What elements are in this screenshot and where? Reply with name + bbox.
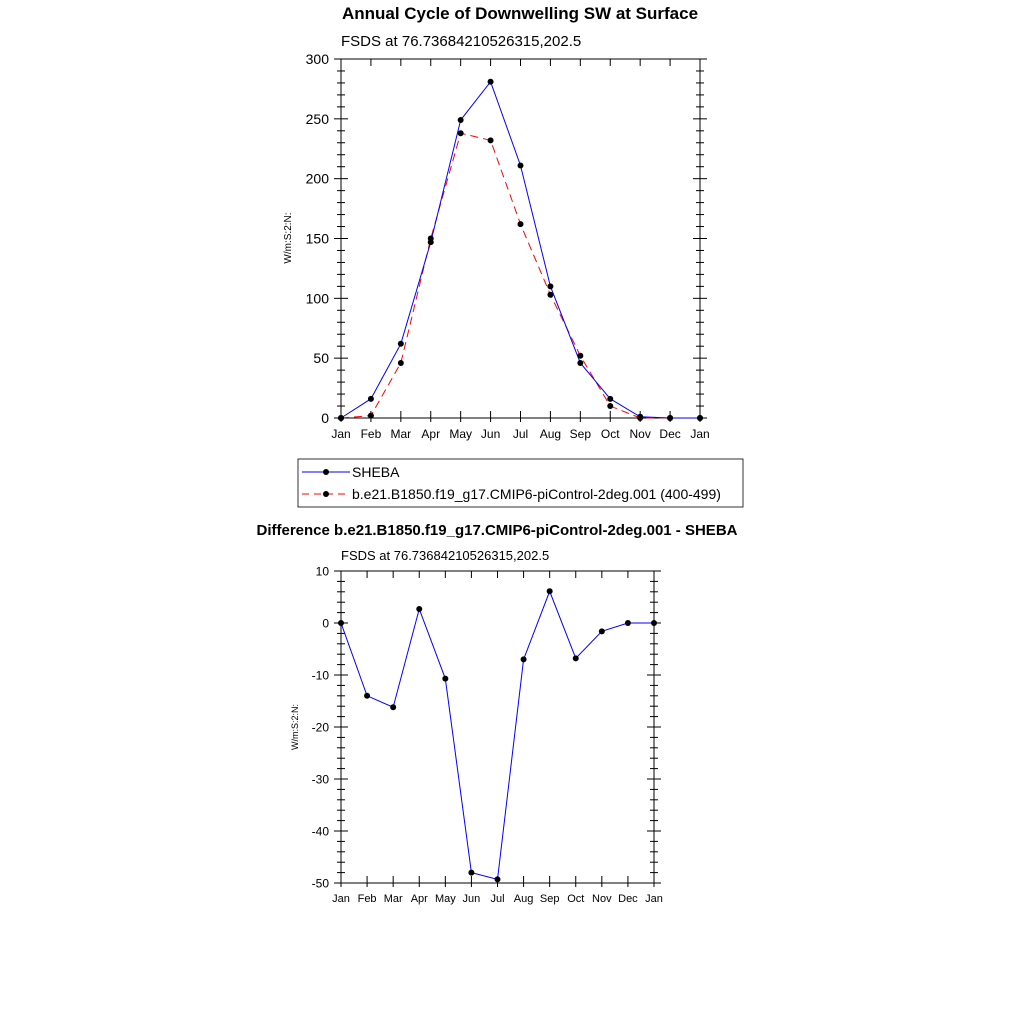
x-tick-label: Mar bbox=[390, 427, 412, 441]
series-point bbox=[368, 413, 374, 419]
chart-2-ylabel: W/m:S:2:N: bbox=[290, 703, 300, 751]
chart-1 bbox=[283, 4, 710, 441]
chart-2-subtitle: FSDS at 76.73684210526315,202.5 bbox=[341, 548, 550, 563]
x-tick-label: Mar bbox=[383, 893, 403, 905]
y-tick-label: 10 bbox=[315, 564, 329, 579]
series-point bbox=[416, 606, 422, 612]
x-tick-label: Jun bbox=[462, 893, 481, 905]
y-tick-label: -30 bbox=[311, 772, 329, 787]
x-tick-label: Feb bbox=[357, 893, 377, 905]
chart-1-ticks bbox=[334, 59, 707, 422]
x-tick-label: Jan bbox=[690, 427, 710, 441]
x-tick-label: Nov bbox=[629, 427, 651, 441]
x-tick-label: Dec bbox=[659, 427, 681, 441]
y-tick-label: 200 bbox=[305, 170, 329, 187]
series-point bbox=[488, 137, 494, 143]
series-point bbox=[398, 341, 404, 347]
x-tick-label: Dec bbox=[618, 893, 638, 905]
series-point bbox=[697, 415, 703, 421]
x-tick-label: Jun bbox=[480, 427, 501, 441]
y-tick-label: 150 bbox=[305, 230, 329, 247]
x-tick-label: Feb bbox=[360, 427, 382, 441]
legend-label-sheba: SHEBA bbox=[352, 464, 400, 480]
series-point bbox=[637, 415, 643, 421]
series-point bbox=[488, 79, 494, 85]
x-tick-label: Apr bbox=[410, 893, 428, 905]
x-tick-label: Sep bbox=[539, 893, 560, 905]
series-point bbox=[667, 415, 673, 421]
series-point bbox=[518, 163, 524, 169]
x-tick-label: Oct bbox=[600, 427, 620, 441]
y-tick-label: 50 bbox=[313, 350, 329, 367]
legend bbox=[298, 459, 743, 507]
series-point bbox=[607, 396, 613, 402]
x-tick-label: Jul bbox=[490, 893, 505, 905]
series-point bbox=[547, 292, 553, 298]
x-tick-label: May bbox=[434, 893, 456, 905]
y-tick-label: -20 bbox=[311, 720, 329, 735]
x-tick-label: Aug bbox=[513, 893, 534, 905]
series-point bbox=[468, 870, 474, 876]
chart-2-y-tick-labels bbox=[312, 564, 330, 890]
series-point bbox=[442, 676, 448, 682]
x-tick-label: Jul bbox=[512, 427, 529, 441]
series-point bbox=[338, 415, 344, 421]
series-point bbox=[577, 360, 583, 366]
chart-1-frame bbox=[341, 59, 700, 418]
x-tick-label: May bbox=[449, 427, 473, 441]
x-tick-label: Aug bbox=[539, 427, 562, 441]
x-tick-label: Jan bbox=[645, 893, 663, 905]
x-tick-label: Jan bbox=[332, 893, 350, 905]
x-tick-label: Jan bbox=[331, 427, 351, 441]
chart-1-y-tick-labels bbox=[306, 51, 330, 426]
legend-marker-model bbox=[323, 491, 329, 497]
series-point bbox=[368, 396, 374, 402]
series-line bbox=[341, 82, 700, 418]
chart-2-series bbox=[338, 588, 657, 882]
series-point bbox=[577, 353, 583, 359]
series-point bbox=[607, 403, 613, 409]
series-point bbox=[651, 620, 657, 626]
series-point bbox=[364, 693, 370, 699]
series-point bbox=[398, 360, 404, 366]
series-point bbox=[428, 236, 434, 242]
legend-marker-sheba bbox=[323, 469, 329, 475]
chart-1-ylabel: W/m:S:2:N: bbox=[283, 212, 294, 264]
y-tick-label: -40 bbox=[311, 824, 329, 839]
y-tick-label: 100 bbox=[305, 290, 329, 307]
series-point bbox=[521, 656, 527, 662]
series-point bbox=[458, 117, 464, 123]
chart-2 bbox=[257, 522, 738, 905]
y-tick-label: 0 bbox=[322, 616, 329, 631]
series-point bbox=[338, 620, 344, 626]
y-tick-label: -50 bbox=[311, 876, 329, 891]
series-point bbox=[625, 620, 631, 626]
legend-label-model: b.e21.B1850.f19_g17.CMIP6-piControl-2deg.001 (400-499) bbox=[352, 486, 721, 502]
series-point bbox=[599, 628, 605, 634]
series-line bbox=[341, 133, 700, 418]
y-tick-label: -10 bbox=[311, 668, 329, 683]
chart-2-title: Difference b.e21.B1850.f19_g17.CMIP6-piControl-2deg.001 - SHEBA bbox=[256, 522, 738, 539]
chart-1-title: Annual Cycle of Downwelling SW at Surface bbox=[341, 4, 699, 23]
series-point bbox=[573, 655, 579, 661]
series-line bbox=[341, 591, 654, 879]
legend-item-model bbox=[302, 486, 721, 502]
y-tick-label: 300 bbox=[305, 51, 329, 68]
chart-2-x-tick-labels bbox=[332, 893, 663, 905]
series-point bbox=[518, 221, 524, 227]
x-tick-label: Oct bbox=[567, 893, 585, 905]
y-tick-label: 0 bbox=[321, 410, 329, 427]
x-tick-label: Nov bbox=[592, 893, 612, 905]
series-point bbox=[495, 876, 501, 882]
chart-1-subtitle: FSDS at 76.73684210526315,202.5 bbox=[341, 33, 582, 50]
y-tick-label: 250 bbox=[305, 110, 329, 127]
series-point bbox=[458, 130, 464, 136]
series-point bbox=[390, 704, 396, 710]
x-tick-label: Sep bbox=[569, 427, 592, 441]
chart-2-ticks bbox=[334, 571, 661, 887]
x-tick-label: Apr bbox=[421, 427, 441, 441]
chart-1-x-tick-labels bbox=[331, 427, 709, 441]
chart-2-frame bbox=[341, 571, 654, 883]
series-point bbox=[547, 283, 553, 289]
series-point bbox=[547, 588, 553, 594]
chart-1-series bbox=[338, 79, 703, 421]
